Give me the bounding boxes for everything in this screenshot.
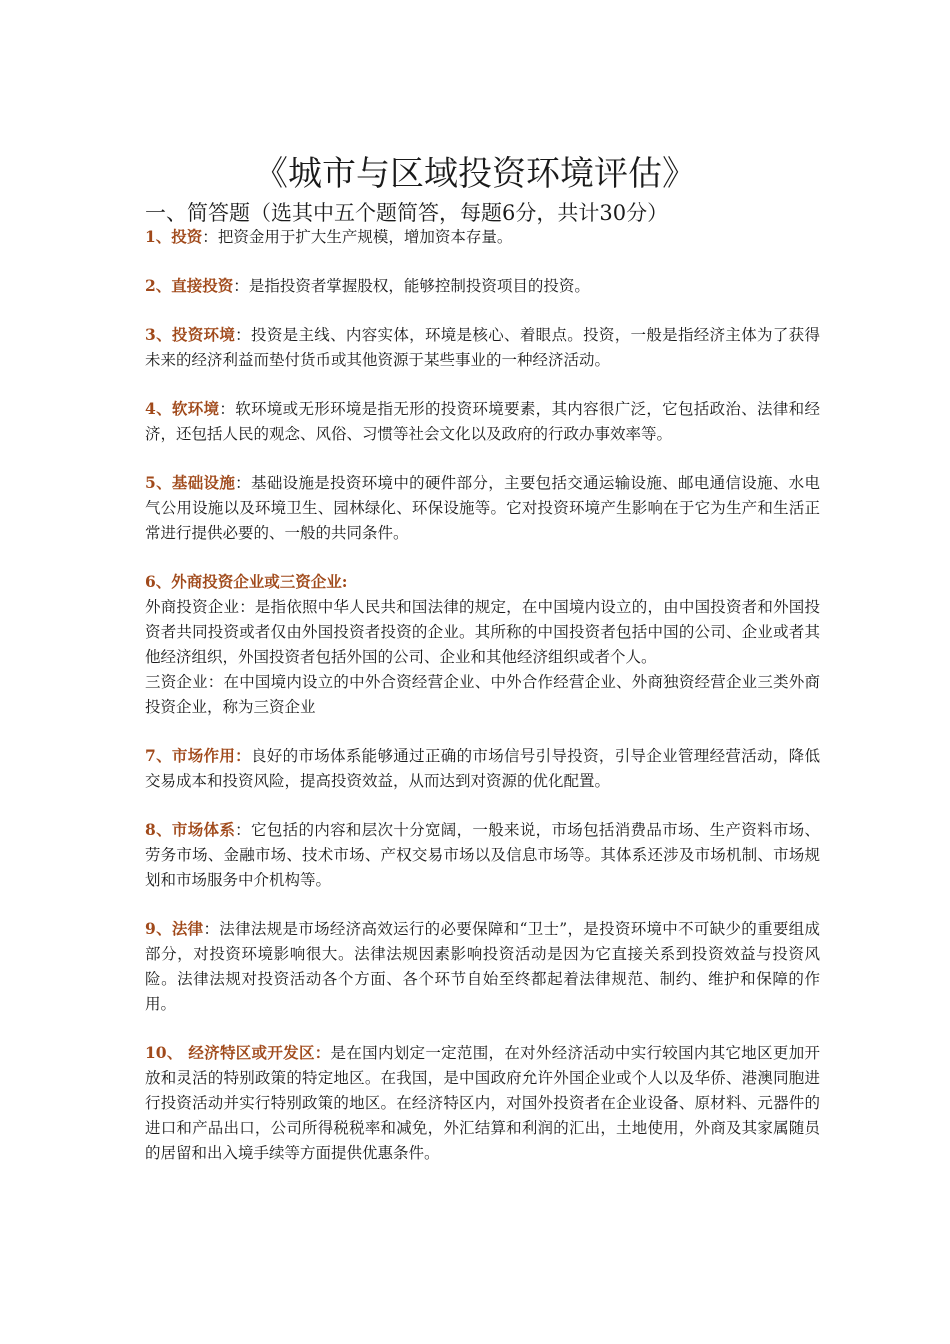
definition-entry bbox=[145, 1040, 820, 1166]
term-separator: ： bbox=[203, 920, 220, 938]
definition-text: 是指投资者掌握股权，能够控制投资项目的投资。 bbox=[248, 277, 590, 295]
definition-entry bbox=[145, 273, 820, 299]
definition-paragraph bbox=[145, 817, 820, 893]
definition-text: 投资是主线、内容实体，环境是核心、着眼点。投资，一般是指经济主体为了获得未来的经济利益而垫付货币或其他资源于某些事业的一种经济活动。 bbox=[145, 326, 820, 369]
definition-text: 是在国内划定一定范围，在对外经济活动中实行较国内其它地区更加开放和灵活的特别政策的特定地区。在我国，是中国政府允许外国企业或个人以及华侨、港澳同胞进行投资活动并实行特别政策的地区。在经济特区内，对国外投资者在企业设备、原材料、元器件的进口和产品出口，公司所得税税率和减免，外汇结算和利润的汇出，土地使用，外商及其家属随员的居留和出入境手续等方面提供优惠条件。 bbox=[145, 1044, 820, 1162]
term-separator: ： bbox=[235, 326, 251, 344]
definition-paragraph bbox=[145, 273, 820, 299]
definition-paragraph bbox=[145, 224, 820, 250]
definition-term: 10、 经济特区或开发区： bbox=[145, 1043, 331, 1062]
definition-term: 1、投资 bbox=[145, 227, 203, 246]
definition-term: 5、基础设施 bbox=[145, 473, 236, 492]
definition-text: 良好的市场体系能够通过正确的市场信号引导投资，引导企业管理经营活动，降低交易成本和投资风险，提高投资效益，从而达到对资源的优化配置。 bbox=[145, 747, 820, 790]
definition-entry bbox=[145, 916, 820, 1017]
definition-text: 软环境或无形环境是指无形的投资环境要素，其内容很广泛，它包括政治、法律和经济，还包括人民的观念、风俗、习惯等社会文化以及政府的行政办事效率等。 bbox=[145, 400, 820, 443]
term-separator: ： bbox=[235, 474, 251, 492]
term-separator: ： bbox=[233, 277, 249, 295]
definition-paragraph: 三资企业：在中国境内设立的中外合资经营企业、中外合作经营企业、外商独资经营企业三类外商投资企业，称为三资企业 bbox=[145, 673, 820, 716]
definition-term: 7、市场作用： bbox=[145, 746, 251, 765]
definition-entry bbox=[145, 470, 820, 546]
definition-paragraph bbox=[145, 396, 820, 447]
definition-entry bbox=[145, 817, 820, 893]
definitions-list bbox=[145, 224, 820, 1189]
definition-text: 把资金用于扩大生产规模，增加资本存量。 bbox=[217, 228, 513, 246]
definition-entry bbox=[145, 743, 820, 794]
document-title: 《城市与区域投资环境评估》 bbox=[254, 154, 696, 194]
definition-text: 它包括的内容和层次十分宽阔，一般来说，市场包括消费品市场、生产资料市场、劳务市场、金融市场、技术市场、产权交易市场以及信息市场等。其体系还涉及市场机制、市场规划和市场服务中介机构等。 bbox=[145, 821, 820, 889]
definition-heading bbox=[145, 569, 820, 595]
term-separator: ： bbox=[219, 400, 236, 418]
definition-entry bbox=[145, 569, 820, 720]
definition-term: 8、市场体系 bbox=[145, 820, 236, 839]
definition-term: 6、外商投资企业或三资企业: bbox=[145, 572, 348, 591]
definition-text: 法律法规是市场经济高效运行的必要保障和“卫士”，是投资环境中不可缺少的重要组成部分，对投资环境影响很大。法律法规因素影响投资活动是因为它直接关系到投资效益与投资风险。法律法规对投资活动各个方面、各个环节自始至终都起着法律规范、制约、维护和保障的作用。 bbox=[145, 920, 820, 1013]
definition-term: 4、软环境 bbox=[145, 399, 220, 418]
definition-paragraph bbox=[145, 916, 820, 1017]
term-separator: ： bbox=[202, 228, 218, 246]
definition-text: 基础设施是投资环境中的硬件部分，主要包括交通运输设施、邮电通信设施、水电气公用设施以及环境卫生、园林绿化、环保设施等。它对投资环境产生影响在于它为生产和生活正常进行提供必要的、一般的共同条件。 bbox=[145, 474, 820, 542]
definition-paragraph bbox=[145, 1040, 820, 1166]
definition-entry bbox=[145, 322, 820, 373]
definition-term: 3、投资环境 bbox=[145, 325, 236, 344]
definition-entry bbox=[145, 224, 820, 250]
definition-term: 9、法律 bbox=[145, 919, 204, 938]
section-heading: 一、简答题（选其中五个题简答，每题6分，共计30分） bbox=[145, 201, 669, 225]
definition-entry bbox=[145, 396, 820, 447]
definition-paragraph: 外商投资企业：是指依照中华人民共和国法律的规定，在中国境内设立的，由中国投资者和外国投资者共同投资或者仅由外国投资者投资的企业。其所称的中国投资者包括中国的公司、企业或者其他经济组织，外国投资者包括外国的公司、企业和其他经济组织或者个人。 bbox=[145, 598, 820, 666]
term-separator: ： bbox=[235, 821, 251, 839]
definition-paragraph bbox=[145, 743, 820, 794]
definition-term: 2、直接投资 bbox=[145, 276, 234, 295]
definition-paragraph bbox=[145, 322, 820, 373]
definition-paragraph bbox=[145, 470, 820, 546]
